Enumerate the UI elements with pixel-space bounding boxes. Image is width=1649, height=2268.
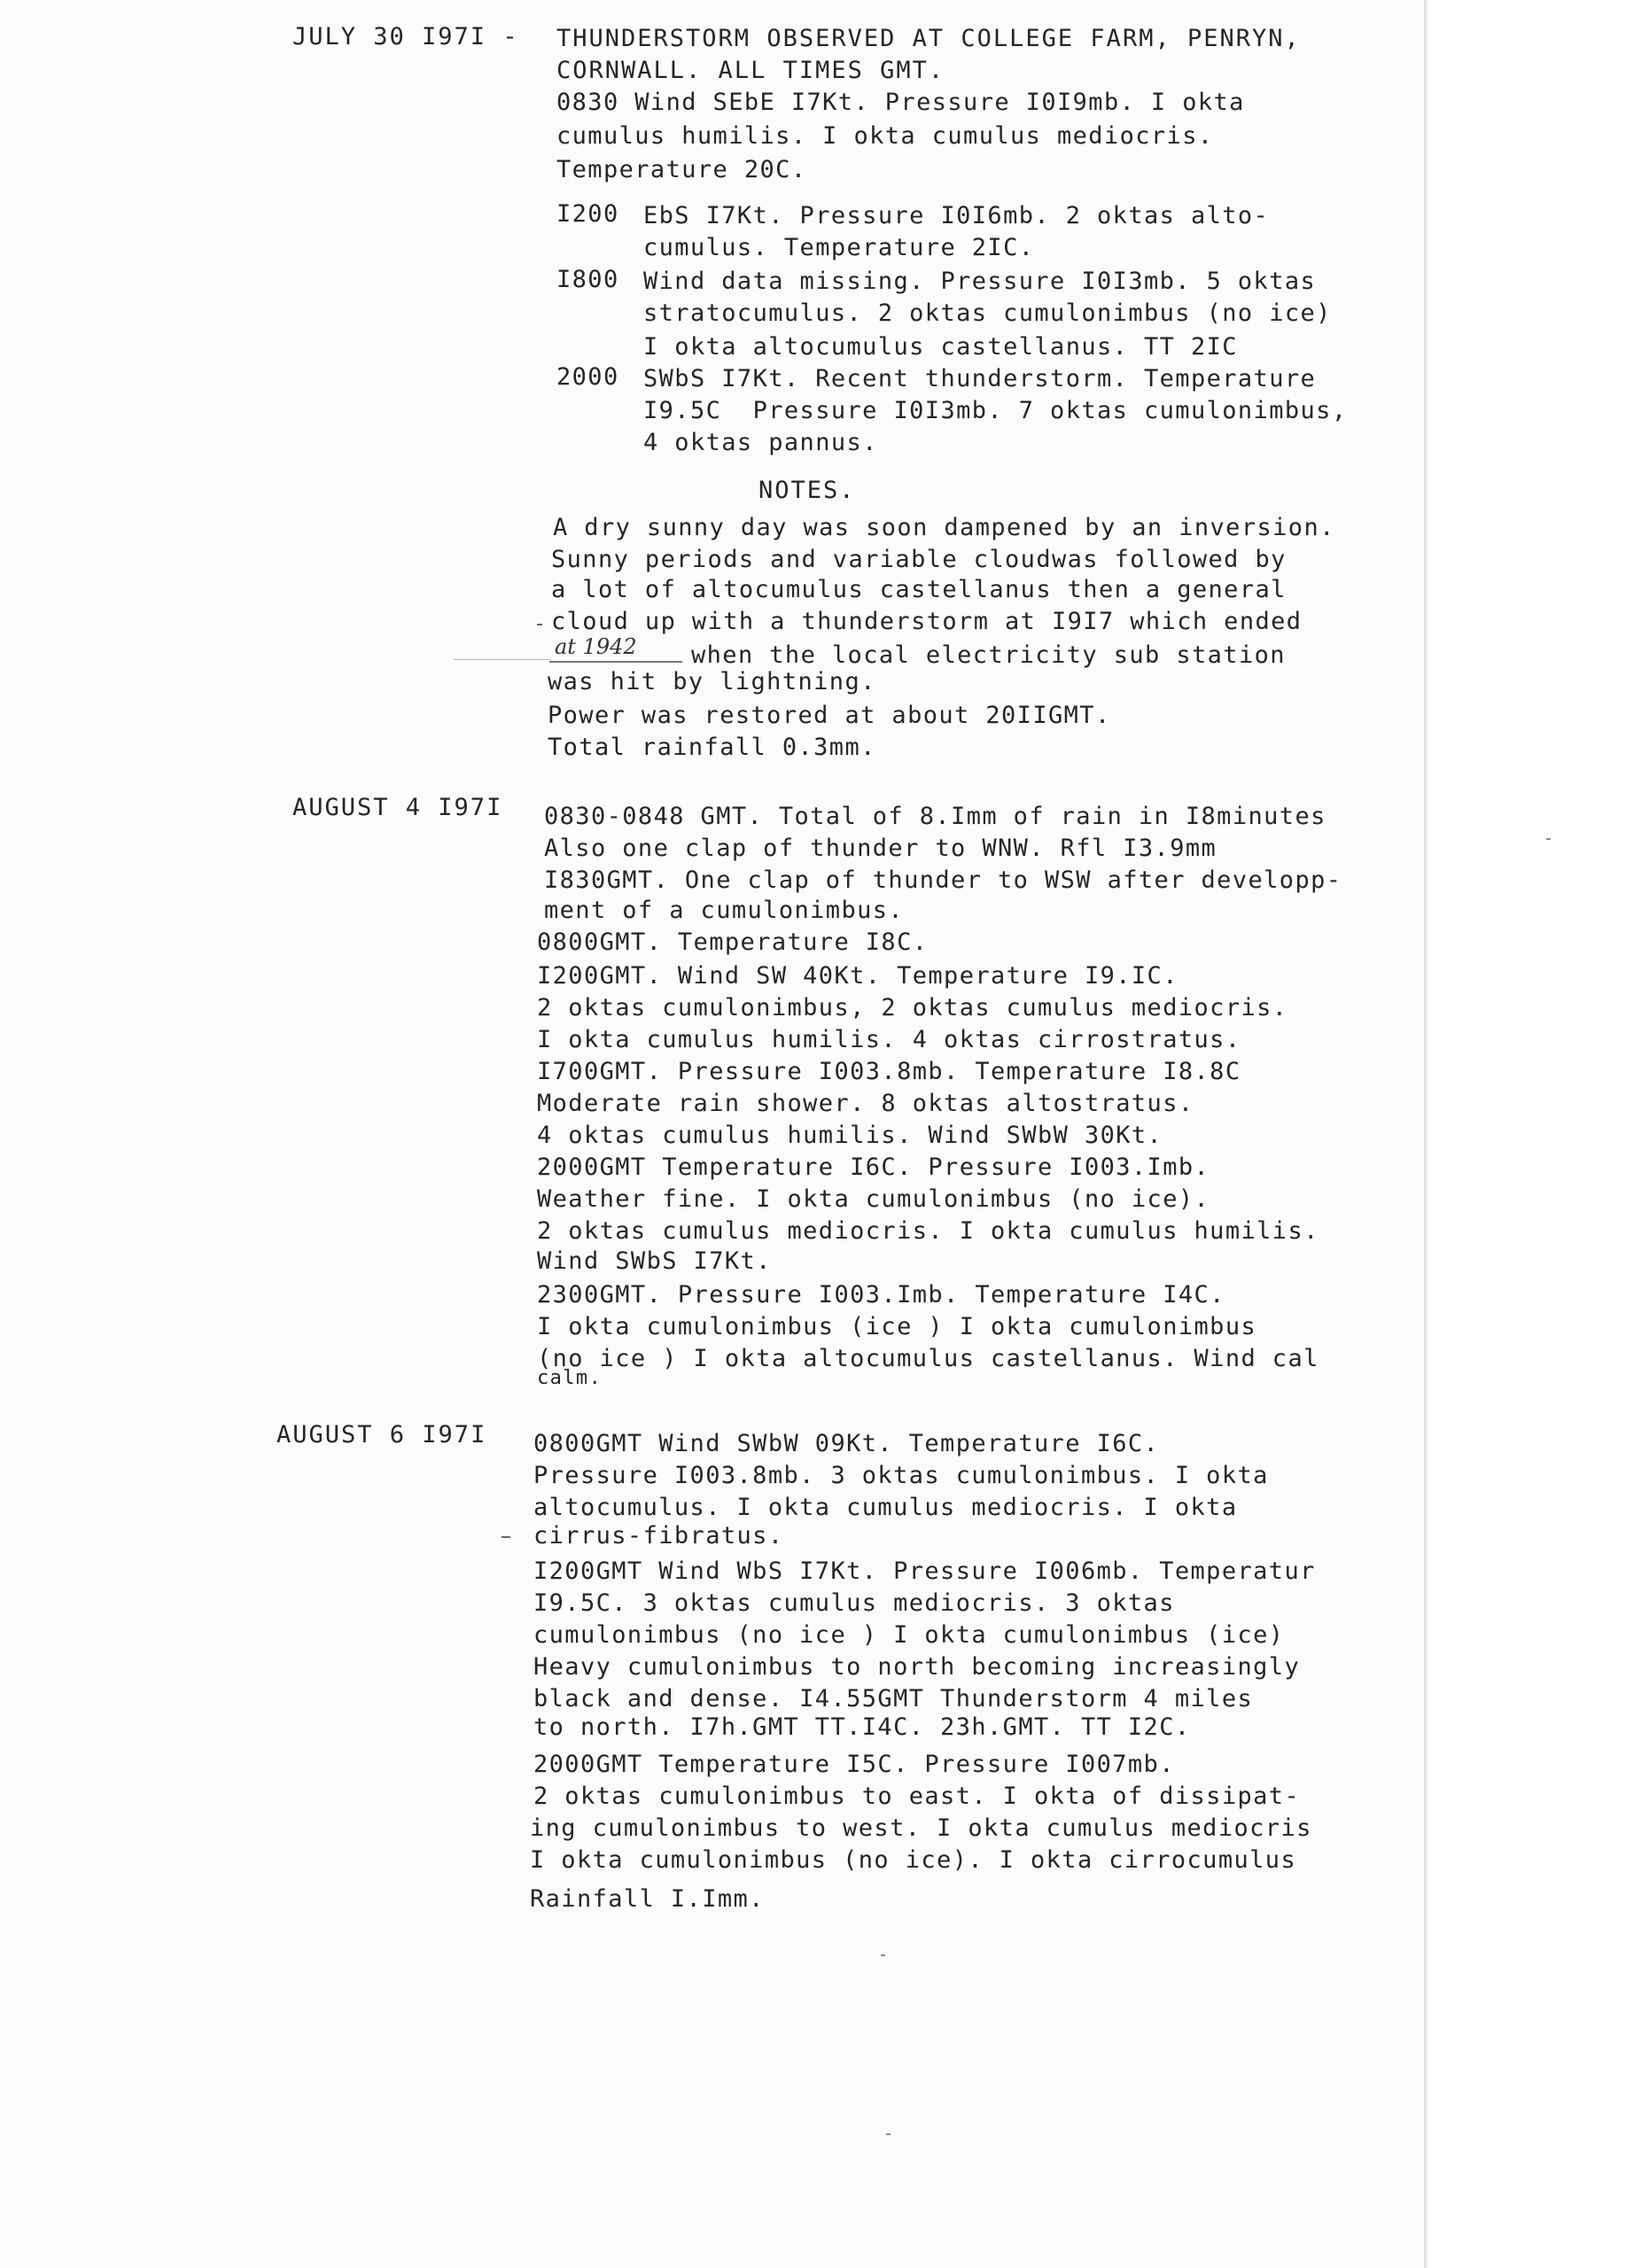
observation-time: I800 [556,266,619,293]
notes-line: when the local electricity sub station [691,641,1286,669]
observation-line: cumulonimbus (no ice ) I okta cumulonimbus (ice) [533,1621,1285,1649]
paper-edge [1424,0,1427,2268]
entry-title-line: CORNWALL. ALL TIMES GMT. [556,57,945,84]
observation-line: I okta altocumulus castellanus. TT 2IC [643,333,1238,361]
observation-line: 2 oktas cumulonimbus, 2 oktas cumulus mediocris. [537,994,1288,1021]
observation-line: cumulus humilis. I okta cumulus mediocris. [556,122,1214,150]
stray-mark [881,1954,885,1956]
notes-line: Power was restored at about 20IIGMT. [548,702,1111,729]
notes-line: A dry sunny day was soon dampened by an inversion. [553,514,1335,541]
observation-line: I200GMT. Wind SW 40Kt. Temperature I9.IC. [537,962,1178,990]
observation-line: stratocumulus. 2 oktas cumulonimbus (no ice) [643,299,1332,327]
observation-line: I200GMT Wind WbS I7Kt. Pressure I006mb. Temperatur [533,1557,1316,1585]
notes-line: was hit by lightning. [548,668,876,695]
handwritten-underline [549,661,682,663]
observation-line: Pressure I003.8mb. 3 oktas cumulonimbus. I okta [533,1462,1269,1489]
observation-line: 0800GMT Wind SWbW 09Kt. Temperature I6C. [533,1430,1160,1457]
observation-line: Wind SWbS I7Kt. [537,1247,772,1275]
handwritten-insert: at 1942 [555,634,637,659]
observation-time: 2000 [556,363,619,391]
entry-date: JULY 30 I97I - [292,23,519,50]
observation-line: I700GMT. Pressure I003.8mb. Temperature I8.8C [537,1058,1241,1085]
observation-line: 2300GMT. Pressure I003.Imb. Temperature I4C. [537,1281,1225,1309]
observation-line: I okta cumulonimbus (ice ) I okta cumulonimbus [537,1313,1257,1340]
notes-line: Sunny periods and variable cloudwas followed by [551,546,1287,573]
observation-line: 2 oktas cumulus mediocris. I okta cumulus humilis. [537,1217,1319,1245]
observation-line: Temperature 20C. [556,156,807,183]
margin-dash [502,1536,510,1538]
observation-line: I9.5C Pressure I0I3mb. 7 oktas cumulonimbus, [643,397,1348,424]
observation-line: Weather fine. I okta cumulonimbus (no ice). [537,1185,1210,1213]
observation-line: ing cumulonimbus to west. I okta cumulus mediocris [530,1814,1312,1842]
observation-line: 2 oktas cumulonimbus to east. I okta of dissipat- [533,1783,1301,1810]
observation-line: I okta cumulus humilis. 4 oktas cirrostratus. [537,1026,1241,1053]
observation-line: cumulus. Temperature 2IC. [643,234,1035,261]
observation-line: ment of a cumulonimbus. [544,897,905,924]
observation-line: (no ice ) I okta altocumulus castellanus. Wind cal [537,1345,1319,1372]
observation-line: cirrus-fibratus. [533,1522,784,1550]
observation-line: 2000GMT Temperature I6C. Pressure I003.Imb. [537,1153,1210,1181]
observation-line: 0800GMT. Temperature I8C. [537,928,929,956]
entry-date: AUGUST 4 I97I [292,794,503,821]
observation-line: I okta cumulonimbus (no ice). I okta cirrocumulus [530,1846,1297,1874]
observation-line: I830GMT. One clap of thunder to WSW after developp- [544,866,1342,894]
observation-line: EbS I7Kt. Pressure I0I6mb. 2 oktas alto- [643,202,1270,229]
observation-line: 2000GMT Temperature I5C. Pressure I007mb. [533,1751,1175,1778]
observation-line: 0830 Wind SEbE I7Kt. Pressure I0I9mb. I okta [556,89,1245,116]
observation-line: Rainfall I.Imm. [530,1885,765,1913]
notes-heading: NOTES. [758,477,856,504]
observation-time: I200 [556,200,619,228]
notes-line: Total rainfall 0.3mm. [548,734,876,761]
observation-line: 0830-0848 GMT. Total of 8.Imm of rain in I8minutes [544,803,1326,830]
observation-line: black and dense. I4.55GMT Thunderstorm 4 miles [533,1685,1254,1713]
observation-line: Wind data missing. Pressure I0I3mb. 5 oktas [643,268,1317,295]
margin-dash [537,624,542,625]
entry-date: AUGUST 6 I97I [276,1421,487,1449]
stray-mark [886,2133,891,2135]
stray-mark [1546,838,1551,840]
notes-line: cloud up with a thunderstorm at I9I7 which ended [551,608,1303,635]
observation-line: Heavy cumulonimbus to north becoming increasingly [533,1653,1301,1681]
faint-pencil-line [454,659,551,660]
observation-line: 4 oktas cumulus humilis. Wind SWbW 30Kt. [537,1122,1163,1149]
observation-line: SWbS I7Kt. Recent thunderstorm. Temperature [643,365,1317,392]
observation-line: I9.5C. 3 oktas cumulus mediocris. 3 oktas [533,1589,1175,1617]
observation-line: to north. I7h.GMT TT.I4C. 23h.GMT. TT I2C. [533,1713,1191,1741]
observation-line: calm. [537,1367,603,1389]
observation-line: 4 oktas pannus. [643,429,878,456]
observation-line: Moderate rain shower. 8 oktas altostratus. [537,1090,1194,1117]
observation-line: Also one clap of thunder to WNW. Rfl I3.9mm [544,835,1217,862]
entry-title-line: THUNDERSTORM OBSERVED AT COLLEGE FARM, PENRYN, [556,25,1301,52]
notes-line: a lot of altocumulus castellanus then a general [551,576,1287,603]
observation-line: altocumulus. I okta cumulus mediocris. I okta [533,1494,1238,1521]
